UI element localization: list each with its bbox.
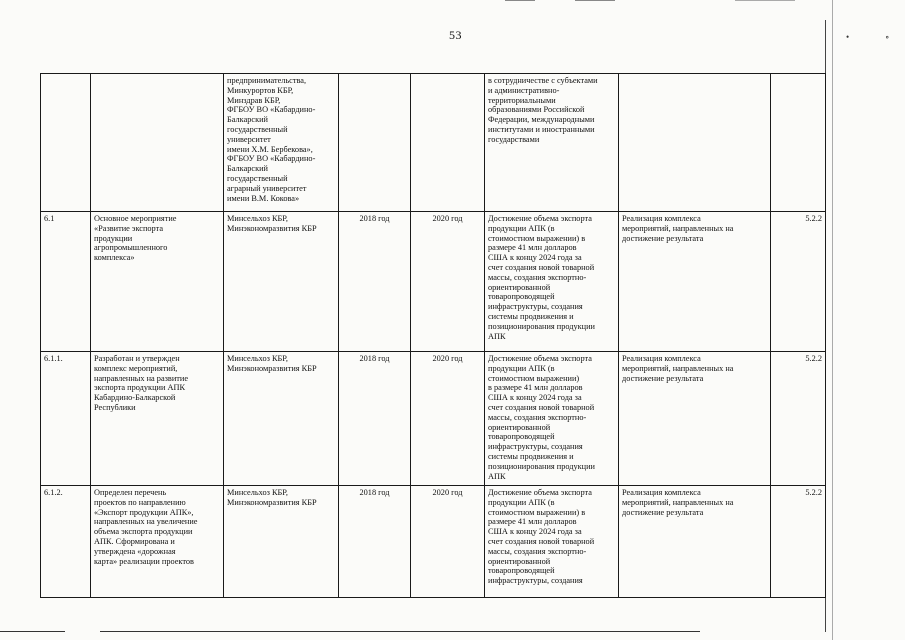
expected-result-cell: Достижение объема экспорта продукции АПК (в стоимостном выражении) в размере 41 млн долларов США к концу 2024 года за счет создания новой товарной массы, создания экспортно- ориентированной товаропроводящей инфраструктуры, создания системы продвижения и позиционирования продукции АПК: [485, 212, 619, 352]
row-number-cell: [41, 74, 91, 212]
row-number-cell: 6.1.1.: [41, 352, 91, 486]
start-year-cell: 2018 год: [339, 352, 411, 486]
scan-dot: ∘: [885, 32, 890, 42]
end-year-cell: 2020 год: [411, 486, 485, 598]
scan-dot: •: [846, 32, 850, 42]
scan-mark-top: [575, 0, 615, 1]
indicator-code-cell: 5.2.2: [771, 352, 826, 486]
event-title-cell: [91, 74, 224, 212]
expected-result-cell: Достижение объема экспорта продукции АПК (в стоимостном выражении) в размере 41 млн долларов США к концу 2024 года за счет создания новой товарной массы, создания экспортно- ориентированной товаропроводящей инфраструктуры, создания системы продвижения и позиционирования продукции АПК: [485, 352, 619, 486]
link-description-cell: Реализация комплекса мероприятий, направленных на достижение результата: [619, 212, 771, 352]
event-title-cell: Основное мероприятие «Развитие экспорта продукции агропромышленного комплекса»: [91, 212, 224, 352]
event-title-cell: Разработан и утвержден комплекс мероприятий, направленных на развитие экспорта продукции АПК Кабардино-Балкарской Республики: [91, 352, 224, 486]
start-year-cell: 2018 год: [339, 212, 411, 352]
plan-table: [40, 73, 826, 598]
plan-table-body: [41, 74, 826, 598]
scan-mark-top: [735, 0, 795, 1]
scan-mark-top: [505, 0, 535, 1]
end-year-cell: 2020 год: [411, 212, 485, 352]
table-row: [41, 74, 826, 212]
row-number-cell: 6.1: [41, 212, 91, 352]
table-row: [41, 212, 826, 352]
expected-result-cell: в сотрудничестве с субъектами и административно- территориальными образованиями Российской Федерации, международными институтами и иностранными государствами: [485, 74, 619, 212]
row-number-cell: 6.1.2.: [41, 486, 91, 598]
end-year-cell: 2020 год: [411, 352, 485, 486]
executors-cell: Минсельхоз КБР, Минэкономразвития КБР: [224, 352, 339, 486]
indicator-code-cell: [771, 74, 826, 212]
expected-result-cell: Достижение объема экспорта продукции АПК (в стоимостном выражении) в размере 41 млн долларов США к концу 2024 года за счет создания новой товарной массы, создания экспортно- ориентированной товаропроводящей инфраструктуры, создания: [485, 486, 619, 598]
event-title-cell: Определен перечень проектов по направлению «Экспорт продукции АПК», направленных на увеличение объема экспорта продукции АПК. Сформирована и утверждена «дорожная карта» реализации проектов: [91, 486, 224, 598]
indicator-code-cell: 5.2.2: [771, 212, 826, 352]
link-description-cell: Реализация комплекса мероприятий, направленных на достижение результата: [619, 486, 771, 598]
table-row: [41, 486, 826, 598]
page-number: 53: [449, 28, 462, 42]
start-year-cell: [339, 74, 411, 212]
executors-cell: предпринимательства, Минкурортов КБР, Минздрав КБР, ФГБОУ ВО «Кабардино- Балкарский государственный университет имени Х.М. Бербекова», ФГБОУ ВО «Кабардино- Балкарский государственный аграрный университет имени В.М. Кокова»: [224, 74, 339, 212]
start-year-cell: 2018 год: [339, 486, 411, 598]
link-description-cell: [619, 74, 771, 212]
link-description-cell: Реализация комплекса мероприятий, направленных на достижение результата: [619, 352, 771, 486]
indicator-code-cell: 5.2.2: [771, 486, 826, 598]
scan-edge-line: [832, 0, 833, 640]
scan-bottom-line: [100, 631, 700, 632]
executors-cell: Минсельхоз КБР, Минэкономразвития КБР: [224, 486, 339, 598]
table-row: [41, 352, 826, 486]
end-year-cell: [411, 74, 485, 212]
executors-cell: Минсельхоз КБР, Минэкономразвития КБР: [224, 212, 339, 352]
scan-bottom-line: [0, 631, 65, 632]
